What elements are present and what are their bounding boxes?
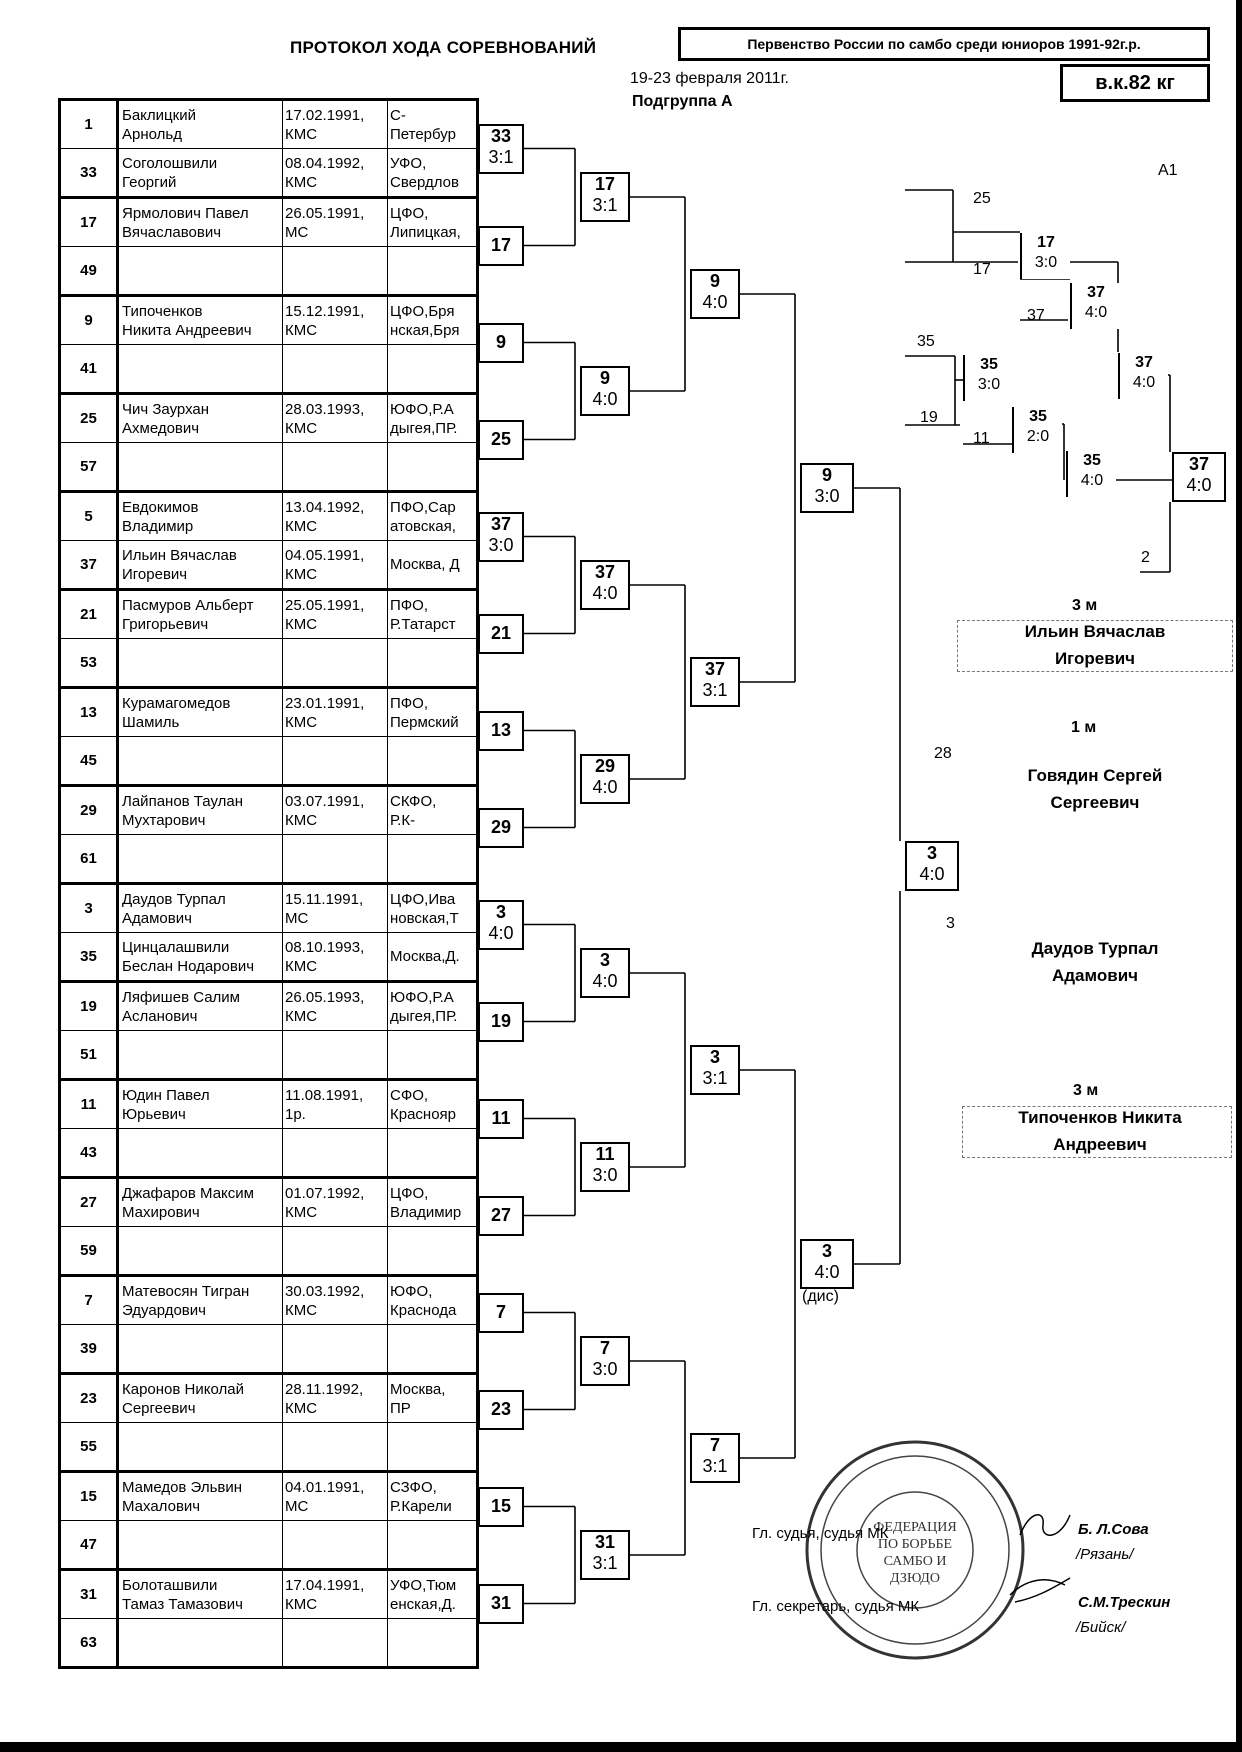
participant-region-line-1: СЗФО, xyxy=(390,1478,437,1496)
participant-region-line-1: УФО, xyxy=(390,154,427,172)
participant-name-line-1: Даудов Турпал xyxy=(122,890,226,908)
round4-match-box-score: 3:0 xyxy=(814,486,840,506)
participant-name-line-1: Ярмолович Павел xyxy=(122,204,249,222)
participant-name-line-1: Мамедов Эльвин xyxy=(122,1478,243,1496)
round2-match-box-number: 11 xyxy=(595,1144,615,1164)
participant-birth-rank-line-2: КМС xyxy=(285,1595,318,1613)
round2-match-box-score: 4:0 xyxy=(592,389,618,409)
participant-number: 11 xyxy=(60,1080,118,1129)
participant-region-line-2: Р.К- xyxy=(390,811,416,829)
round2-match-box-score: 3:1 xyxy=(592,1553,618,1573)
participant-region-line-1: ЦФО, xyxy=(390,204,429,222)
participant-region-line-1: С- xyxy=(390,106,406,124)
participant-birth-rank-line-2: КМС xyxy=(285,957,318,975)
participant-birth-rank-line-1: 28.03.1993, xyxy=(285,400,365,418)
round1-match-box xyxy=(478,1293,524,1333)
rep-seed-35: 35 xyxy=(917,333,935,350)
participant-number: 5 xyxy=(60,492,118,541)
repechage-label: А1 xyxy=(1158,162,1178,179)
first-place-name-1: Говядин Сергей xyxy=(1027,766,1163,785)
round1-match-box-score: 4:0 xyxy=(488,922,514,943)
round4-match-box-number: 9 xyxy=(821,465,832,485)
participant-birth-rank-line-1: 15.12.1991, xyxy=(285,302,365,320)
participant-name-line-2: Игоревич xyxy=(122,565,188,583)
rep-match-4: 35 2:0 xyxy=(1012,407,1062,453)
participant-birth-rank-line-1: 01.07.1992, xyxy=(285,1184,365,1202)
participant-birth-rank-line-1: 28.11.1992, xyxy=(285,1380,364,1398)
participant-region-line-1: ЮФО,Р.А xyxy=(390,400,454,418)
participant-name-line-1: Джафаров Максим xyxy=(122,1184,254,1202)
participant-number: 13 xyxy=(60,688,118,737)
third-place-b-label: 3 м xyxy=(1073,1082,1099,1099)
participant-region-line-1: СКФО, xyxy=(390,792,437,810)
participant-number: 51 xyxy=(60,1031,118,1080)
rep-match-1: 17 3:0 xyxy=(1020,233,1070,279)
participant-region-line-2: Краснояр xyxy=(390,1105,457,1123)
round1-match-box-number: 9 xyxy=(495,331,506,352)
participant-number: 55 xyxy=(60,1423,118,1472)
participant-birth-rank-line-1: 11.08.1991, xyxy=(285,1086,364,1104)
participant-name-line-2: Арнольд xyxy=(122,125,182,143)
round1-match-box-number: 7 xyxy=(495,1301,506,1322)
subgroup-label: Подгруппа А xyxy=(632,93,733,110)
participant-birth-rank-line-2: КМС xyxy=(285,419,318,437)
round2-match-box-number: 17 xyxy=(594,174,616,194)
participant-name-line-1: Чич Заурхан xyxy=(122,400,210,418)
participant-birth-rank-line-1: 23.01.1991, xyxy=(285,694,365,712)
participant-name-line-1: Каронов Николай xyxy=(122,1380,244,1398)
participant-birth-rank-line-2: КМС xyxy=(285,125,318,143)
participant-region-line-2: Р.Татарст xyxy=(390,615,456,633)
participant-birth-rank-line-2: КМС xyxy=(285,517,318,535)
participant-region-line-2: нская,Бря xyxy=(390,321,460,339)
round1-match-box xyxy=(478,1584,524,1624)
participant-birth-rank-line-2: КМС xyxy=(285,713,318,731)
participant-birth-rank-line-1: 08.10.1993, xyxy=(285,938,365,956)
round1-match-box-number: 21 xyxy=(490,622,512,643)
participant-name-line-2: Сергеевич xyxy=(122,1399,196,1417)
participant-birth-rank-line-2: МС xyxy=(285,909,309,927)
round2-match-box-number: 29 xyxy=(594,756,616,776)
participant-region-line-2: ПР xyxy=(390,1399,411,1417)
round1-match-box-number: 25 xyxy=(490,428,512,449)
secretary-signature-icon xyxy=(1005,1570,1075,1610)
participant-number: 57 xyxy=(60,443,118,492)
round1-match-box xyxy=(478,1196,524,1236)
participant-name-line-1: Юдин Павел xyxy=(122,1086,210,1104)
participant-number: 33 xyxy=(60,149,118,198)
round3-match-box-score: 3:1 xyxy=(702,1456,728,1476)
round4-match-box xyxy=(800,1239,854,1289)
participant-number: 43 xyxy=(60,1129,118,1178)
competition-dates: 19-23 февраля 2011г. xyxy=(630,70,789,87)
round1-match-box-number: 23 xyxy=(490,1398,512,1419)
first-place-label: 1 м xyxy=(1071,719,1097,736)
round1-match-box xyxy=(478,420,524,460)
participant-name-line-2: Шамиль xyxy=(122,713,180,731)
participant-number: 21 xyxy=(60,590,118,639)
chief-secretary-label: Гл. секретарь, судья МК xyxy=(752,1598,920,1615)
participant-number: 61 xyxy=(60,835,118,884)
participant-region-line-2: Свердлов xyxy=(390,173,459,191)
round3-match-box xyxy=(690,1433,740,1483)
round1-match-box-number: 13 xyxy=(490,719,512,740)
page-title: ПРОТОКОЛ ХОДА СОРЕВНОВАНИЙ xyxy=(290,38,597,57)
round4-match-box-score: 4:0 xyxy=(814,1262,840,1282)
participant-birth-rank-line-2: КМС xyxy=(285,1203,318,1221)
rep-seed-2: 2 xyxy=(1141,549,1150,566)
participant-birth-rank-line-2: КМС xyxy=(285,1399,318,1417)
participant-number: 45 xyxy=(60,737,118,786)
round1-match-box xyxy=(478,1390,524,1430)
round2-match-box-score: 4:0 xyxy=(592,971,618,991)
participant-name-line-2: Владимир xyxy=(122,517,194,535)
round2-match-box-number: 3 xyxy=(599,950,610,970)
participant-region-line-2: дыгея,ПР. xyxy=(390,419,458,437)
round1-match-box xyxy=(478,900,524,950)
participant-number: 35 xyxy=(60,933,118,982)
participant-birth-rank-line-1: 17.02.1991, xyxy=(285,106,365,124)
round1-match-box xyxy=(478,512,524,562)
participant-birth-rank-line-1: 15.11.1991, xyxy=(285,890,364,908)
round2-match-box-score: 3:0 xyxy=(592,1359,618,1379)
participant-name-line-1: Лайпанов Таулан xyxy=(122,792,244,810)
final-top-label: 28 xyxy=(934,745,952,762)
participant-number: 17 xyxy=(60,198,118,247)
rep-match-3: 35 3:0 xyxy=(963,355,1013,401)
rep-seed-19: 19 xyxy=(920,409,938,426)
second-place-name-2: Адамович xyxy=(1051,966,1139,985)
round3-match-box xyxy=(690,657,740,707)
participant-number: 59 xyxy=(60,1227,118,1276)
participant-number: 1 xyxy=(60,100,118,149)
participant-number: 25 xyxy=(60,394,118,443)
third-place-b-name-2: Андреевич xyxy=(1053,1135,1147,1154)
participant-name-line-1: Соголошвили xyxy=(122,154,218,172)
round1-match-box xyxy=(478,124,524,174)
participant-region-line-1: ПФО,Сар xyxy=(390,498,456,516)
round1-match-box-number: 31 xyxy=(490,1592,512,1613)
participant-name-line-1: Матевосян Тигран xyxy=(122,1282,250,1300)
participant-name-line-2: Асланович xyxy=(122,1007,198,1025)
participant-number: 3 xyxy=(60,884,118,933)
participant-number: 7 xyxy=(60,1276,118,1325)
participant-region-line-2: дыгея,ПР. xyxy=(390,1007,458,1025)
participant-name-line-2: Юрьевич xyxy=(122,1105,186,1123)
participant-region-line-2: Краснода xyxy=(390,1301,457,1319)
participant-name-line-2: Адамович xyxy=(122,909,192,927)
round1-match-box xyxy=(478,323,524,363)
participant-birth-rank-line-2: 1р. xyxy=(285,1105,306,1123)
participant-name-line-2: Беслан Нодарович xyxy=(122,957,255,975)
round3-match-box-score: 4:0 xyxy=(702,292,728,312)
participant-birth-rank-line-2: МС xyxy=(285,1497,309,1515)
participant-birth-rank-line-1: 03.07.1991, xyxy=(285,792,365,810)
participant-number: 41 xyxy=(60,345,118,394)
participant-region-line-1: Москва, xyxy=(390,1380,446,1398)
round1-match-box xyxy=(478,614,524,654)
participant-name-line-1: Ляфишев Салим xyxy=(122,988,240,1006)
round2-match-box xyxy=(580,1530,630,1580)
disqualification-note: (дис) xyxy=(802,1288,839,1305)
third-place-a-name-1: Ильин Вячаслав xyxy=(1024,622,1166,641)
chief-judge-label: Гл. судья, судья МК xyxy=(752,1525,889,1542)
final-bottom-label: 3 xyxy=(946,915,955,932)
participant-name-line-1: Болоташвили xyxy=(122,1576,218,1594)
participant-number: 37 xyxy=(60,541,118,590)
svg-text:ДЗЮДО: ДЗЮДО xyxy=(890,1571,940,1586)
participant-region-line-2: Р.Карели xyxy=(390,1497,452,1515)
round2-match-box-score: 4:0 xyxy=(592,583,618,603)
participant-number: 53 xyxy=(60,639,118,688)
svg-text:ФЕДЕРАЦИЯ: ФЕДЕРАЦИЯ xyxy=(873,1520,957,1535)
round1-match-box-number: 11 xyxy=(491,1107,511,1128)
round2-match-box xyxy=(580,560,630,610)
championship-box: Первенство России по самбо среди юниоров 1991-92г.р. xyxy=(678,27,1210,61)
chief-judge-city: /Рязань/ xyxy=(1076,1546,1134,1563)
weight-class-box: в.к.82 кг xyxy=(1060,64,1210,102)
round1-match-box-number: 29 xyxy=(490,816,512,837)
round3-match-box xyxy=(690,269,740,319)
second-place-name-1: Даудов Турпал xyxy=(1031,939,1159,958)
round1-match-box-number: 15 xyxy=(490,1495,512,1516)
round1-match-box-number: 33 xyxy=(490,125,512,146)
participant-number: 39 xyxy=(60,1325,118,1374)
round2-match-box xyxy=(580,1336,630,1386)
round1-match-box xyxy=(478,226,524,266)
participant-region-line-1: ЦФО,Бря xyxy=(390,302,455,320)
participant-name-line-2: Ахмедович xyxy=(122,419,200,437)
chief-secretary-city: /Бийск/ xyxy=(1076,1619,1126,1636)
round3-match-box-number: 7 xyxy=(709,1435,720,1455)
round1-match-box xyxy=(478,808,524,848)
svg-text:ПО БОРЬБЕ: ПО БОРЬБЕ xyxy=(877,1537,953,1552)
participant-region-line-2: новская,Т xyxy=(390,909,459,927)
participant-number: 49 xyxy=(60,247,118,296)
participant-name-line-2: Махирович xyxy=(122,1203,200,1221)
round2-match-box-number: 9 xyxy=(599,368,610,388)
participant-name-line-2: Вячаславович xyxy=(122,223,222,241)
participant-birth-rank-line-2: КМС xyxy=(285,811,318,829)
round2-match-box xyxy=(580,754,630,804)
participant-region-line-1: ЦФО,Ива xyxy=(390,890,456,908)
rep-final-box: 37 4:0 xyxy=(1172,452,1226,502)
participant-region-line-1: Москва,Д. xyxy=(390,948,460,965)
round2-match-box-score: 3:1 xyxy=(592,195,618,215)
participant-name-line-2: Эдуардович xyxy=(122,1301,206,1319)
rep-match-2: 37 4:0 xyxy=(1070,283,1120,329)
round3-match-box xyxy=(690,1045,740,1095)
participant-name-line-1: Цинцалашвили xyxy=(122,938,230,956)
participant-number: 47 xyxy=(60,1521,118,1570)
rep-seed-11: 11 xyxy=(973,430,990,447)
participant-name-line-1: Евдокимов xyxy=(122,498,199,516)
rep-seed-37: 37 xyxy=(1027,307,1045,324)
participant-name-line-2: Георгий xyxy=(122,173,177,191)
participant-birth-rank-line-1: 04.05.1991, xyxy=(285,546,365,564)
participant-region-line-1: ЮФО,Р.А xyxy=(390,988,454,1006)
round2-match-box-number: 37 xyxy=(594,562,616,582)
participant-name-line-1: Пасмуров Альберт xyxy=(122,596,254,614)
participant-birth-rank-line-2: КМС xyxy=(285,173,318,191)
round1-match-box xyxy=(478,1002,524,1042)
round1-match-box-number: 37 xyxy=(490,513,512,534)
round3-match-box-number: 37 xyxy=(704,659,726,679)
round1-match-box-number: 17 xyxy=(490,234,512,255)
round1-match-box-number: 19 xyxy=(490,1010,512,1031)
svg-text:САМБО И: САМБО И xyxy=(883,1554,947,1569)
round2-match-box-score: 4:0 xyxy=(592,777,618,797)
round1-match-box xyxy=(478,1487,524,1527)
round1-match-box-number: 27 xyxy=(490,1204,512,1225)
participant-region-line-1: ПФО, xyxy=(390,596,429,614)
participant-name-line-2: Мухтарович xyxy=(122,811,206,829)
participant-birth-rank-line-1: 17.04.1991, xyxy=(285,1576,365,1594)
participant-name-line-1: Ильин Вячаслав xyxy=(122,546,237,564)
third-place-a-label: 3 м xyxy=(1072,597,1098,614)
participant-number: 31 xyxy=(60,1570,118,1619)
round3-match-box-score: 3:1 xyxy=(702,680,728,700)
participant-birth-rank-line-1: 25.05.1991, xyxy=(285,596,365,614)
official-stamp xyxy=(800,1435,1030,1665)
participant-name-line-2: Никита Андреевич xyxy=(122,321,252,339)
chief-secretary-name: С.М.Трескин xyxy=(1078,1594,1171,1611)
participant-name-line-1: Типоченков xyxy=(122,302,203,320)
participant-region-line-1: Москва, Д xyxy=(390,556,460,573)
participant-number: 27 xyxy=(60,1178,118,1227)
round4-match-box-number: 3 xyxy=(821,1241,832,1261)
participant-name-line-2: Махалович xyxy=(122,1497,201,1515)
participant-birth-rank-line-1: 26.05.1991, xyxy=(285,204,365,222)
participant-birth-rank-line-2: КМС xyxy=(285,615,318,633)
participant-region-line-1: ЮФО, xyxy=(390,1282,433,1300)
participant-birth-rank-line-1: 04.01.1991, xyxy=(285,1478,365,1496)
participant-region-line-2: енская,Д. xyxy=(390,1595,456,1613)
judge-signature-icon xyxy=(1015,1505,1075,1545)
round2-match-box-score: 3:0 xyxy=(592,1165,618,1185)
first-place-name-2: Сергеевич xyxy=(1050,793,1140,812)
participant-number: 63 xyxy=(60,1619,118,1668)
participant-birth-rank-line-2: МС xyxy=(285,223,309,241)
participant-region-line-2: Петербур xyxy=(390,125,456,143)
chief-judge-name: Б. Л.Сова xyxy=(1078,1521,1149,1538)
round2-match-box xyxy=(580,172,630,222)
participant-region-line-2: Липицкая, xyxy=(390,223,461,241)
third-place-b-name-1: Типоченков Никита xyxy=(1018,1108,1182,1127)
participant-name-line-1: Курамагомедов xyxy=(122,694,231,712)
rep-seed-17: 17 xyxy=(973,261,991,278)
round2-match-box xyxy=(580,948,630,998)
round1-match-box-score: 3:0 xyxy=(488,534,514,555)
round3-match-box-number: 3 xyxy=(709,1047,720,1067)
participant-name-line-1: Баклицкий xyxy=(122,106,196,124)
participant-birth-rank-line-1: 08.04.1992, xyxy=(285,154,365,172)
participant-region-line-1: СФО, xyxy=(390,1086,429,1104)
participant-region-line-2: Пермский xyxy=(390,713,459,731)
round3-match-box-score: 3:1 xyxy=(702,1068,728,1088)
rep-match-6: 37 4:0 xyxy=(1118,353,1168,399)
rep-match-5: 35 4:0 xyxy=(1066,451,1116,497)
participant-birth-rank-line-1: 13.04.1992, xyxy=(285,498,365,516)
participant-number: 23 xyxy=(60,1374,118,1423)
round2-match-box-number: 7 xyxy=(599,1338,610,1358)
rep-seed-25: 25 xyxy=(973,190,991,207)
round1-match-box-score: 3:1 xyxy=(488,146,514,167)
participant-name-line-2: Тамаз Тамазович xyxy=(122,1595,243,1613)
participant-number: 29 xyxy=(60,786,118,835)
round2-match-box-number: 31 xyxy=(594,1532,616,1552)
participant-name-line-2: Григорьевич xyxy=(122,615,209,633)
participant-birth-rank-line-2: КМС xyxy=(285,1301,318,1319)
participant-region-line-1: УФО,Тюм xyxy=(390,1576,457,1594)
round3-match-box-number: 9 xyxy=(709,271,720,291)
round4-match-box xyxy=(800,463,854,513)
participant-number: 19 xyxy=(60,982,118,1031)
participant-birth-rank-line-2: КМС xyxy=(285,1007,318,1025)
participant-birth-rank-line-2: КМС xyxy=(285,565,318,583)
round1-match-box xyxy=(478,711,524,751)
participant-region-line-2: атовская, xyxy=(390,517,456,535)
participant-number: 15 xyxy=(60,1472,118,1521)
round1-match-box-number: 3 xyxy=(495,901,506,922)
participant-number: 9 xyxy=(60,296,118,345)
participant-region-line-1: ЦФО, xyxy=(390,1184,429,1202)
round2-match-box xyxy=(580,1142,630,1192)
final-match-box: 3 4:0 xyxy=(905,841,959,891)
round2-match-box xyxy=(580,366,630,416)
participant-birth-rank-line-1: 26.05.1993, xyxy=(285,988,365,1006)
participant-region-line-1: ПФО, xyxy=(390,694,429,712)
participant-birth-rank-line-1: 30.03.1992, xyxy=(285,1282,365,1300)
participant-birth-rank-line-2: КМС xyxy=(285,321,318,339)
participant-region-line-2: Владимир xyxy=(390,1203,462,1221)
third-place-a-name-2: Игоревич xyxy=(1054,649,1136,668)
round1-match-box xyxy=(478,1099,524,1139)
